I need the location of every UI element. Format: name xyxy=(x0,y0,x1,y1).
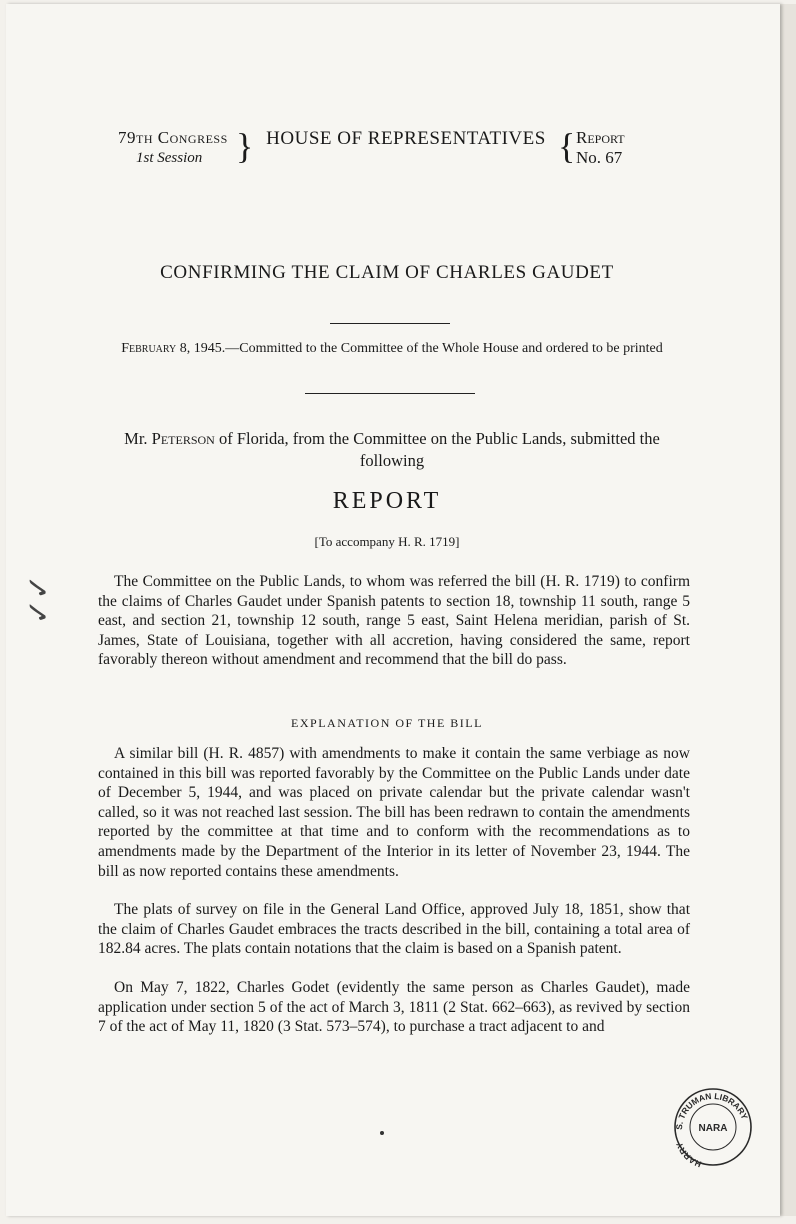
report-number: No. 67 xyxy=(576,148,623,167)
submitted-suffix: of Florida, from the Committee on the Public Lands, submitted the following xyxy=(214,429,660,470)
report-number-block xyxy=(570,128,680,168)
submitted-prefix: Mr. xyxy=(124,429,152,448)
congress-session xyxy=(118,128,238,168)
accompany-note: [To accompany H. R. 1719] xyxy=(314,534,460,549)
document-title: CONFIRMING THE CLAIM OF CHARLES GAUDET xyxy=(160,262,614,283)
page-edge xyxy=(780,4,796,1216)
committed-text: —Committed to the Committee of the Whole House and ordered to be printed xyxy=(225,341,663,356)
paragraph-committee: The Committee on the Public Lands, to whom was referred the bill (H. R. 1719) to confirm the claims of Charles Gaudet under Spanish patents to section 18, township 11 south, range 5 east, and section 21, township 12 south, range 5 east, Saint Helena meridian, parish of St. James, State of Louisiana, together with all accretion, having considered the same, report favorably thereon without amendment and recommend that the bill do pass. xyxy=(98,573,690,669)
report-heading: REPORT xyxy=(332,488,442,514)
report-header xyxy=(118,128,678,168)
committed-rule xyxy=(305,393,475,394)
page-dot xyxy=(380,1131,384,1135)
right-brace: { xyxy=(558,126,576,166)
report-label: Report xyxy=(576,128,625,147)
stamp-left-text: HARRY xyxy=(674,1140,703,1168)
session-label: 1st Session xyxy=(136,150,203,166)
paragraph-similar-bill: A similar bill (H. R. 4857) with amendments to make it contain the same verbiage as now contained in this bill was reported favorably by the Committee on the Public Lands under date of December 5, 1944, and was placed on private calendar but the private calendar wasn't called, so it was not reached last session. The bill has been redrawn to contain the amendments reported by the committee at that time and to conform with the recommendations as to amendments made by the Department of the Interior in its letter of November 23, 1944. The bill as now reported contains these amendments. xyxy=(98,745,690,880)
stamp-center-text: NARA xyxy=(698,1123,728,1134)
paragraph-plats: The plats of survey on file in the General Land Office, approved July 18, 1851, show that the claim of Charles Gaudet embraces the tracts described in the bill, containing a total area of 182.84 acres. The plats contain notations that the claim is based on a Spanish patent. xyxy=(98,901,690,958)
library-stamp xyxy=(672,1086,754,1168)
title-rule xyxy=(330,323,450,324)
left-brace: } xyxy=(236,126,254,166)
committed-date: February 8, 1945. xyxy=(121,341,226,356)
submitted-statement xyxy=(92,428,692,472)
handwritten-mark: ✓ ✓ xyxy=(22,578,56,625)
stamp-top-text: S. TRUMAN LIBRARY xyxy=(673,1090,750,1131)
congress-label: 79th Congress xyxy=(118,128,228,147)
submitter-name: Peterson xyxy=(151,429,215,448)
section-heading: EXPLANATION OF THE BILL xyxy=(291,716,483,730)
paragraph-application: On May 7, 1822, Charles Godet (evidently the same person as Charles Gaudet), made application under section 5 of the act of March 3, 1811 (2 Stat. 662–663), as revived by section 7 of the act of May 11, 1820 (3 Stat. 573–574), to purchase a tract adjacent to and xyxy=(98,979,690,1036)
committed-notice xyxy=(92,340,692,358)
house-name: HOUSE OF REPRESENTATIVES xyxy=(266,128,546,149)
